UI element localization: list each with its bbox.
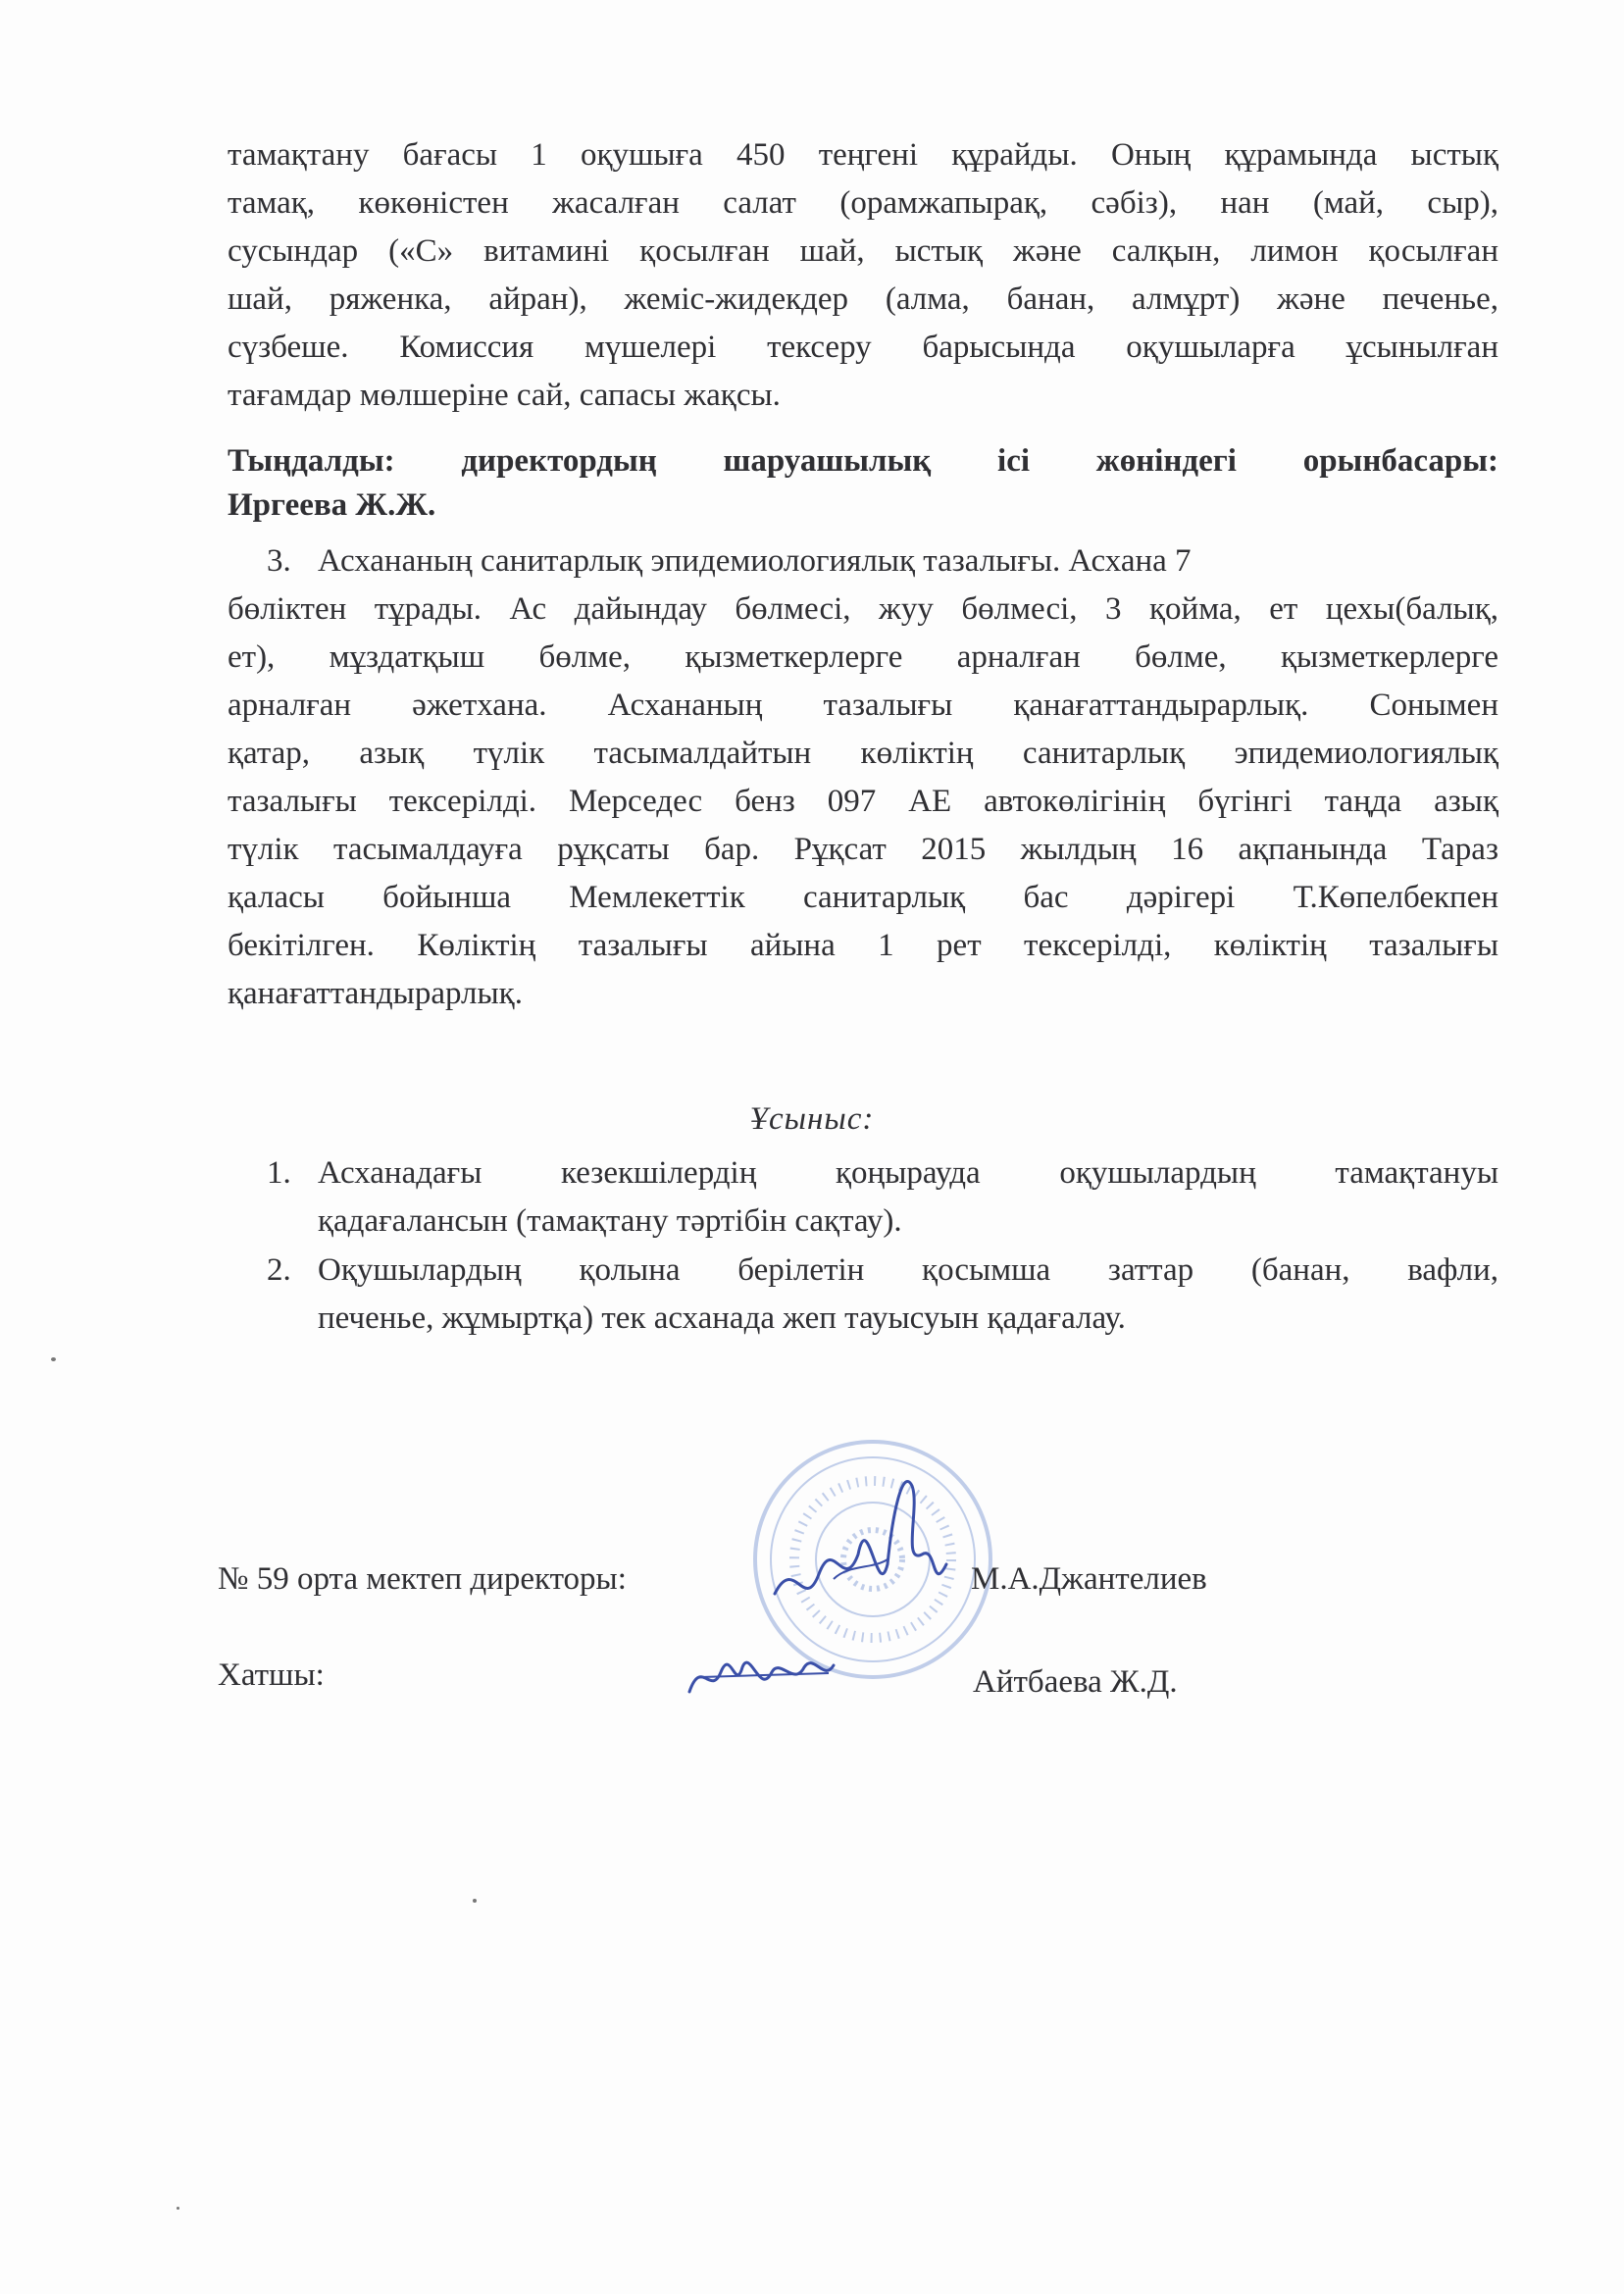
- paragraph-nutrition: [228, 131, 1498, 420]
- list-item: [267, 1247, 1498, 1343]
- secretary-label: Хатшы:: [218, 1657, 325, 1693]
- text-line: сүзбеше. Комиссия мүшелері тексеру барысында оқушыларға ұсынылған: [228, 330, 1498, 365]
- text-line: түлік тасымалдауға рұқсаты бар. Рұқсат 2015 жылдың 16 ақпанында Тараз: [228, 832, 1498, 867]
- text-line: Асханадағы кезекшілердің қоңырауда оқушылардың тамақтануы: [318, 1155, 1498, 1191]
- text-line: қадағалансын (тамақтану тәртібін сақтау).: [318, 1203, 902, 1239]
- text-line: тазалығы тексерілді. Мерседес бенз 097 АЕ автокөлігінің бүгінгі таңда азық: [228, 784, 1498, 819]
- secretary-signature-icon: [682, 1638, 838, 1707]
- text-line: шай, ряженка, айран), жеміс-жидекдер (алма, банан, алмұрт) және печенье,: [228, 281, 1498, 317]
- text-line: қанағаттандырарлық.: [228, 976, 523, 1011]
- item-number: 2.: [267, 1252, 291, 1288]
- director-name: М.А.Джантелиев: [971, 1561, 1207, 1597]
- text-line: тағамдар мөлшеріне сай, сапасы жақсы.: [228, 378, 781, 413]
- text-line: сусындар («С» витамині қосылған шай, ыстық және салқын, лимон қосылған: [228, 233, 1498, 269]
- text-line: тамақтану бағасы 1 оқушыға 450 теңгені құрайды. Оның құрамында ыстық: [228, 137, 1498, 173]
- text-line: бекітілген. Көліктің тазалығы айына 1 рет тексерілді, көліктің тазалығы: [228, 928, 1498, 963]
- text-line: бөліктен тұрады. Ас дайындау бөлмесі, жуу бөлмесі, 3 қойма, ет цехы(балық,: [228, 591, 1498, 627]
- director-label: № 59 орта мектеп директоры:: [218, 1561, 627, 1597]
- item-number: 1.: [267, 1155, 291, 1191]
- scan-speck: [177, 2207, 179, 2210]
- recommendation-list: [267, 1149, 1498, 1344]
- item-number: 3.: [267, 543, 291, 579]
- text-line: арналған әжетхана. Асхананың тазалығы қанағаттандырарлық. Сонымен: [228, 688, 1498, 723]
- text-line: печенье, жұмыртқа) тек асханада жеп тауысуын қадағалау.: [318, 1300, 1126, 1336]
- item3-heading-line: [267, 537, 1498, 586]
- text-line: қаласы бойынша Мемлекеттік санитарлық бас дәрігері Т.Көпелбекпен: [228, 880, 1498, 915]
- list-item: [267, 1149, 1498, 1246]
- paragraph-sanitary: [228, 586, 1498, 1018]
- text-line: тамақ, көкөністен жасалған салат (орамжапырақ, сәбіз), нан (май, сыр),: [228, 185, 1498, 221]
- text-line: қатар, азық түлік тасымалдайтын көліктің санитарлық эпидемиологиялық: [228, 736, 1498, 771]
- item3-first-text: Асхананың санитарлық эпидемиологиялық тазалығы. Асхана 7: [318, 543, 1192, 579]
- recommendation-title: Ұсыныс:: [749, 1101, 875, 1137]
- text-line: ет), мұздатқыш бөлме, қызметкерлерге арналған бөлме, қызметкерлерге: [228, 639, 1498, 675]
- heard-section: [228, 439, 1498, 528]
- director-signature-icon: [765, 1447, 961, 1623]
- heard-speaker: Иргеева Ж.Ж.: [228, 487, 436, 523]
- heard-line: Тыңдалды: директордың шаруашылық ісі жөніндегі орынбасары:: [228, 443, 1498, 479]
- text-line: Оқушылардың қолына берілетін қосымша заттар (банан, вафли,: [318, 1252, 1498, 1288]
- scan-speck: [51, 1357, 56, 1361]
- scan-speck: [473, 1899, 477, 1903]
- secretary-name: Айтбаева Ж.Д.: [973, 1664, 1178, 1700]
